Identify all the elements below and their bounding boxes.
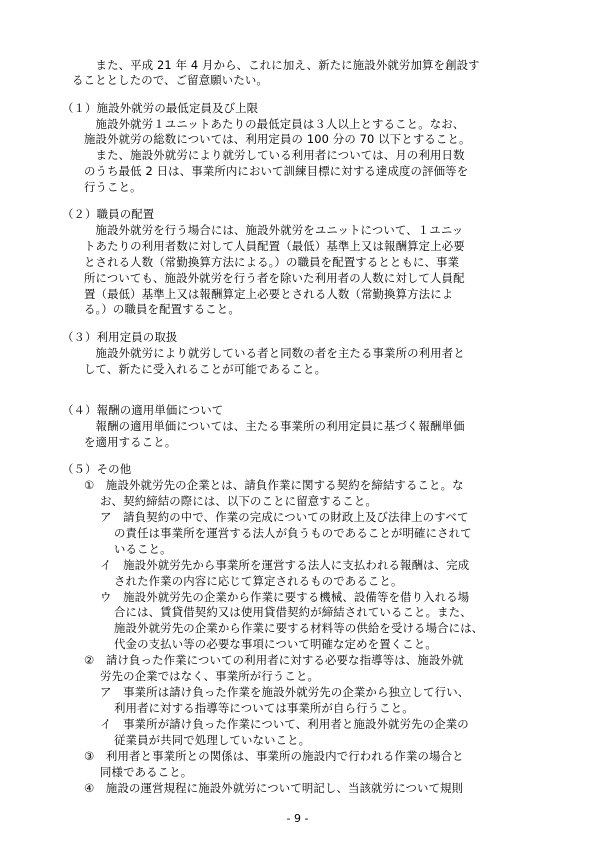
text-line: して、新たに受入れることが可能であること。 <box>84 362 327 376</box>
text-line: お、契約締結の際には、以下のことに留意すること。 <box>100 494 377 508</box>
text-line: ③ 利用者と事業所との関係は、事業所の施設内で行われる作業の場合と <box>84 749 464 763</box>
text-line: ア 事業所は請け負った作業を施設外就労先の企業から独立して行い、 <box>100 685 470 699</box>
text-line: 代金の支払い等の必要な事項について明確な定めを置くこと。 <box>114 637 437 651</box>
text-line: イ 事業所が請け負った作業について、利用者と施設外就労先の企業の <box>100 717 469 731</box>
text-line: （２）職員の配置 <box>62 207 155 221</box>
text-line: （３）利用定員の取扱 <box>62 330 178 344</box>
text-line: 施設外就労により就労している者と同数の者を主たる事業所の利用者と <box>84 346 465 360</box>
text-line: 所についても、施設外就労を行う者を除いた利用者の人数に対して人員配 <box>84 271 465 285</box>
text-line: トあたりの利用者数に対して人員配置（最低）基準上又は報酬算定上必要 <box>84 239 465 253</box>
text-line: 施設外就労を行う場合には、施設外就労をユニットについて、１ユニッ <box>84 223 464 237</box>
text-line: された作業の内容に応じて算定されるものであること。 <box>114 574 403 588</box>
text-line: ウ 施設外就労先の企業から作業に要する機械、設備等を借り入れる場 <box>100 590 470 604</box>
text-line: ることとしたので、ご留意願いたい。 <box>72 73 268 87</box>
text-line: 合には、賃貸借契約又は使用貸借契約が締結されていること。また、 <box>114 605 472 619</box>
text-line: （５）その他 <box>62 462 132 476</box>
text-line: （１）施設外就労の最低定員及び上限 <box>62 101 259 115</box>
text-line: 施設外就労１ユニットあたりの最低定員は３人以上とすること。なお、 <box>84 117 465 131</box>
text-line: 施設外就労の総数については、利用定員の 100 分の 70 以下とすること。 <box>84 132 471 146</box>
text-line: イ 施設外就労先から事業所を運営する法人に支払われる報酬は、完成 <box>100 558 470 572</box>
text-line: 労先の企業ではなく、事業所が行うこと。 <box>100 669 320 683</box>
text-line: 同様であること。 <box>100 765 193 779</box>
text-line: 施設外就労先の企業から作業に要する材料等の供給を受ける場合には、 <box>114 621 484 635</box>
text-line: 報酬の適用単価については、主たる事業所の利用定員に基づく報酬単価 <box>84 419 465 433</box>
text-line: のうち最低 2 日は、事業所内において訓練目標に対する達成度の評価等を <box>84 164 469 178</box>
text-line: 置（最低）基準上又は報酬算定上必要とされる人数（常勤換算方法によ <box>84 287 454 301</box>
text-line: また、施設外就労により就労している利用者については、月の利用日数 <box>84 148 465 162</box>
text-line: 従業員が共同で処理していないこと。 <box>114 733 311 747</box>
text-line: また、平成 21 年 4 月から、これに加え、新たに施設外就労加算を創設す <box>84 58 480 72</box>
text-line: を適用すること。 <box>84 435 177 449</box>
text-line: 利用者に対する指導等については事業所が自ら行うこと。 <box>114 701 414 715</box>
text-line: 行うこと。 <box>84 180 142 194</box>
page-number: - 9 - <box>286 812 309 825</box>
text-line: ④ 施設の運営規程に施設外就労について明記し、当該就労について規則 <box>84 781 464 795</box>
text-line: ② 請け負った作業についての利用者に対する必要な指導等は、施設外就 <box>84 653 464 667</box>
text-line: ア 請負契約の中で、作業の完成についての財政上及び法律上のすべて <box>100 510 469 524</box>
text-line: とされる人数（常勤換算方法による。）の職員を配置するとともに、事業 <box>84 255 460 269</box>
text-line: の責任は事業所を運営する法人が負うものであることが明確にされて <box>114 526 472 540</box>
text-line: （４）報酬の適用単価について <box>62 403 224 417</box>
text-line: る。）の職員を配置すること。 <box>84 302 240 316</box>
text-line: いること。 <box>114 542 172 556</box>
text-line: ① 施設外就労先の企業とは、請負作業に関する契約を締結すること。な <box>84 478 464 492</box>
